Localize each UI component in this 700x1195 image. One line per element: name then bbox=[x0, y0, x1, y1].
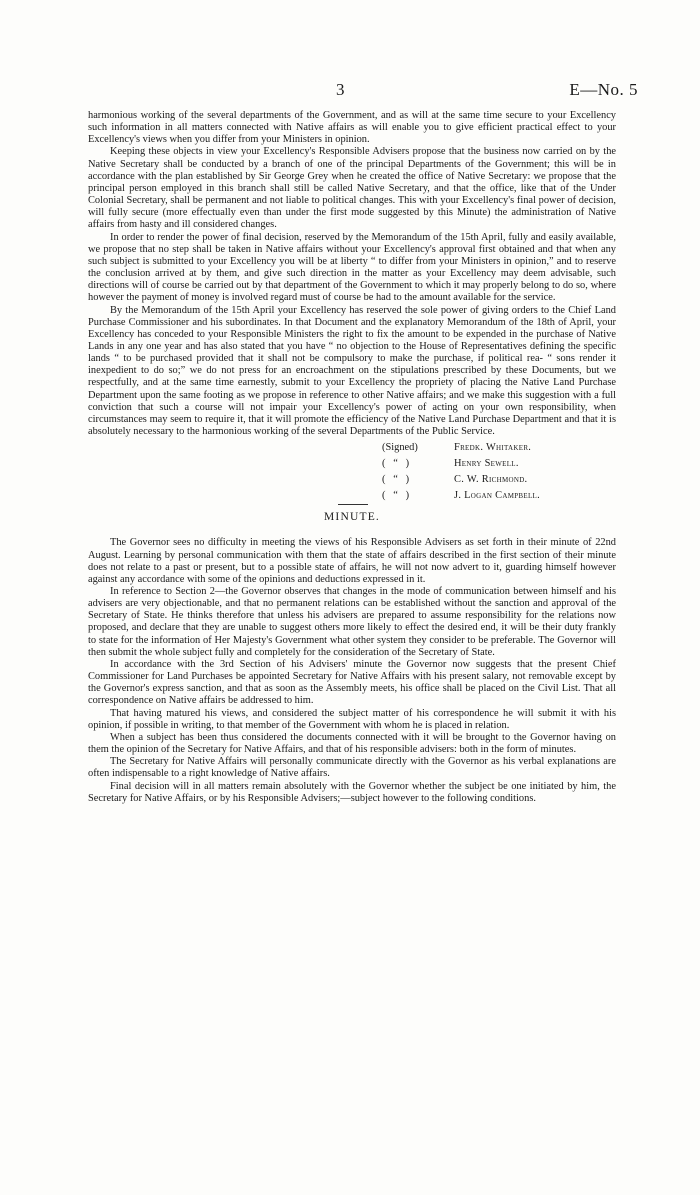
signature-row bbox=[382, 488, 616, 504]
minute-paragraph: Final decision will in all matters remain absolutely with the Governor whether the subject be one initiated by him, the Secretary for Native Affairs, or by his Responsible Advisers;—subject however to the following conditions. bbox=[88, 780, 616, 804]
paragraph: harmonious working of the several departments of the Government, and as will at the same time secure to your Excellency such information in all matters connected with Native affairs as will enable you to give efficient practical effect to your Excellency's views when you differ from your Ministers in opinion. bbox=[88, 110, 616, 146]
section-divider bbox=[338, 504, 368, 505]
page-header bbox=[88, 80, 638, 104]
signature-mark: (Signed) bbox=[382, 442, 418, 454]
signature-row bbox=[382, 440, 616, 456]
signatory-name: Henry Sewell. bbox=[454, 458, 519, 470]
paragraph: In order to render the power of final decision, reserved by the Memorandum of the 15th April, fully and easily available, we propose that no step shall be taken in Native affairs without your Excellency's approval first obtained and that when any such subject is submitted to your Excellency you will be at liberty “ to differ from your Ministers in opinion,” and to reserve the conclusion arrived at by them, and give such direction in the matter as your Excellency may deem advisable, such directions will of course be carried out by that department of the Government to which it may properly belong to do so, where however the payment of money is involved regard must of course be had to the amount available for the service. bbox=[88, 231, 616, 304]
signature-block bbox=[88, 440, 616, 504]
minute-paragraph: In accordance with the 3rd Section of his Advisers' minute the Governor now suggests that the present Chief Commissioner for Land Purchases be appointed Secretary for Native Affairs with his present salary, not removable except by the Governor's express sanction, and that as soon as the Assembly meets, his office shall be placed on the Civil List. That all correspondence on Native affairs be addressed to him. bbox=[88, 658, 616, 707]
signature-row bbox=[382, 456, 616, 472]
signatory-name: J. Logan Campbell. bbox=[454, 490, 541, 502]
minute-paragraph: The Secretary for Native Affairs will personally communicate directly with the Governor as his verbal explanations are often indispensable to a right knowledge of Native affairs. bbox=[88, 756, 616, 780]
paragraph: Keeping these objects in view your Excellency's Responsible Advisers propose that the business now carried on by the Native Secretary shall be conducted by a branch of one of the principal Departments of the Government; this will be in accordance with the plan established by Sir George Grey when he created the office of Native Secretary: we propose that the principal person employed in this branch shall still be called Native Secretary, and that the office, like that of the Under Colonial Secretary, shall be permanent and not liable to political changes. This with your Excellency's final power of decision, will fully secure (more effectually even than under the first mode suggested by this Minute) the administration of Native affairs from hasty and ill considered changes. bbox=[88, 146, 616, 231]
signature-row bbox=[382, 472, 616, 488]
paragraph: By the Memorandum of the 15th April your Excellency has reserved the sole power of giving orders to the Chief Land Purchase Commissioner and his subordinates. In that Document and the explanatory Memorandum of the 18th of April, your Excellency has conceded to your Responsible Ministers the right to fix the amount to be expended in the purchase of Native Lands in any one year and has also stated that you have “ no objection to the House of Representatives defining the specific lands “ to be purchased provided that it shall not be compulsory to make the purchase, if political rea- “ sons render it inexpedient to do so;” we do not press for an encroachment on the stipulations prescribed by these Documents, but we respectfully, and at the same time earnestly, submit to your Excellency the propriety of placing the Native Land Purchase Department upon the same footing as we propose in reference to other Native affairs; and we make this suggestion with a full conviction that such a course will not impair your Excellency's power of acting on your own responsibility, when circumstances may seem to require it, that it will promote the efficiency of the Native Land Purchase Department and that it is absolutely necessary to the harmonious working of the several Departments of the Public Service. bbox=[88, 304, 616, 438]
signatory-name: C. W. Richmond. bbox=[454, 474, 528, 486]
minute-paragraph: That having matured his views, and considered the subject matter of his correspondence he will submit it with his opinion, if possible in writing, to that member of the Government with whom he is placed in relation. bbox=[88, 707, 616, 731]
document-reference: E—No. 5 bbox=[569, 80, 638, 99]
minute-paragraph: The Governor sees no difficulty in meeting the views of his Responsible Advisers as set forth in their minute of 22nd August. Learning by personal communication with them that the state of affairs described in the first section of their minute does not relate to a past or present, but to a possible state of affairs, he will not now advert to it, guarding himself however against any accordance with some of the opinions and deductions expressed in it. bbox=[88, 537, 616, 585]
signatory-name: Fredk. Whitaker. bbox=[454, 442, 532, 454]
document-body bbox=[88, 110, 616, 805]
signature-mark: ( “ ) bbox=[382, 474, 410, 486]
signature-mark: ( “ ) bbox=[382, 458, 410, 470]
signature-mark: ( “ ) bbox=[382, 490, 410, 502]
minute-paragraph: When a subject has been thus considered the documents connected with it will be brought to the Governor having on them the opinion of the Secretary for Native Affairs, and that of his responsible advisers: both in the form of minutes. bbox=[88, 731, 616, 756]
minute-heading: MINUTE. bbox=[324, 511, 380, 524]
page-number: 3 bbox=[336, 80, 345, 99]
minute-paragraph: In reference to Section 2—the Governor observes that changes in the mode of communication between himself and his advisers are very objectionable, and that no permanent relations can be established without the sanction and approval of the Secretary of State. He thinks therefore that unless his advisers are prepared to assume responsibility for the relations now proposed, and declare that they are unable to suggest others more likely to effect the desired end, it will be their duty frankly to state for the information of Her Majesty's Government what other system they consider to be preferable. The Governor will then submit the whole subject fully and completely for the consideration of the Secretary of State. bbox=[88, 586, 616, 658]
